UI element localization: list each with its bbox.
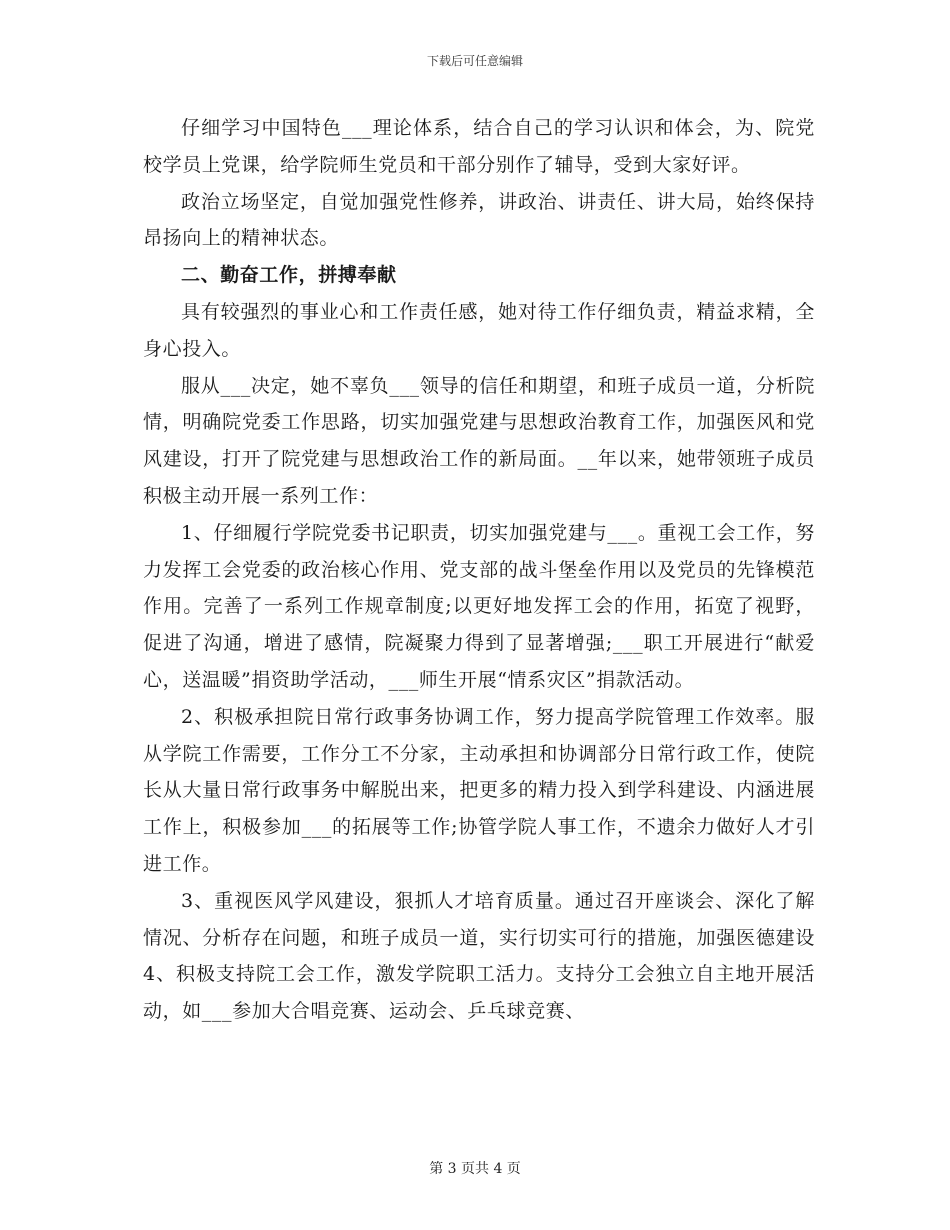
section-heading: 二、勤奋工作，拼搏奉献: [181, 264, 397, 287]
paragraph-responsibility: 具有较强烈的事业心和工作责任感，她对待工作仔细负责，精益求精，全身心投入。: [143, 300, 815, 360]
paragraph-political-stance: 政治立场坚定，自觉加强党性修养，讲政治、讲责任、讲大局，始终保持昂扬向上的精神状态。: [143, 190, 815, 250]
paragraph-item-3: 3、重视医风学风建设，狠抓人才培育质量。通过召开座谈会、深化了解情况、分析存在问题，和班子成员一道，实行切实可行的措施，加强医德建设4、积极支持院工会工作，激发学院职工活力。支持分工会独立自主地开展活动，如___参加大合唱竞赛、运动会、乒乓球竞赛、: [143, 889, 815, 1023]
paragraph-item-1: 1、仔细履行学院党委书记职责，切实加强党建与___。重视工会工作，努力发挥工会党委的政治核心作用、党支部的战斗堡垒作用以及党员的先锋模范作用。完善了一系列工作规章制度;以更好地发挥工会的作用，拓宽了视野，促进了沟通，增进了感情，院凝聚力得到了显著增强;___职工开展进行“献爱心，送温暖”捐资助学活动，___师生开展“情系灾区”捐款活动。: [143, 521, 815, 691]
paragraph-study-theory: 仔细学习中国特色___理论体系，结合自己的学习认识和体会，为、院党校学员上党课，给学院师生党员和干部分别作了辅导，受到大家好评。: [143, 117, 815, 176]
page-header: 下载后可任意编辑: [426, 54, 523, 68]
page-number: 第 3 页共 4 页: [429, 1161, 521, 1177]
paragraph-item-2: 2、积极承担院日常行政事务协调工作，努力提高学院管理工作效率。服从学院工作需要，工作分工不分家，主动承担和协调部分日常行政工作，使院长从大量日常行政事务中解脱出来，把更多的精力投入到学科建设、内涵进展工作上，积极参加___的拓展等工作;协管学院人事工作，不遗余力做好人才引进工作。: [143, 705, 815, 875]
paragraph-obey-decision: 服从___决定，她不辜负___领导的信任和期望，和班子成员一道，分析院情，明确院党委工作思路，切实加强党建与思想政治教育工作，加强医风和党风建设，打开了院党建与思想政治工作的新局面。__年以来，她带领班子成员积极主动开展一系列工作：: [143, 374, 815, 507]
document-body: [143, 110, 815, 1030]
